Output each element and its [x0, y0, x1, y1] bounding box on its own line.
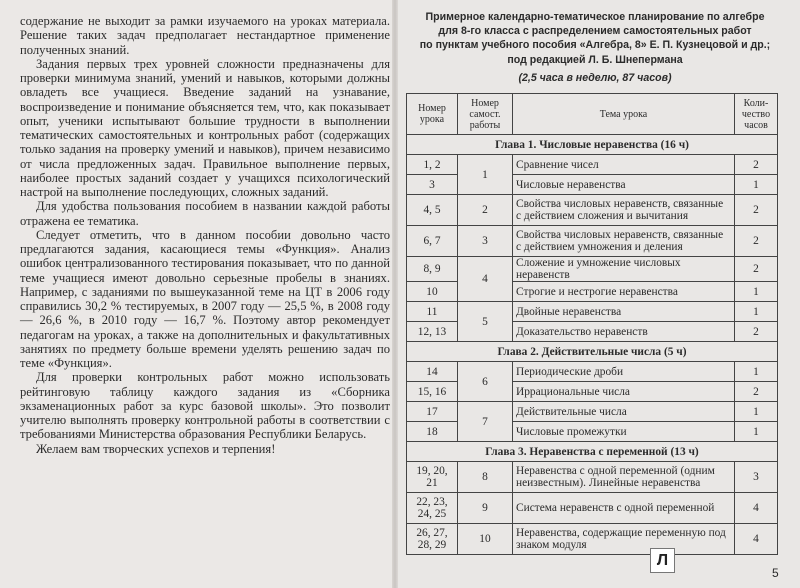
- hours: 1: [735, 282, 778, 302]
- lesson-number: 8, 9: [407, 257, 458, 282]
- hours: 1: [735, 402, 778, 422]
- lesson-number: 12, 13: [407, 322, 458, 342]
- hours: 2: [735, 257, 778, 282]
- work-number: 5: [458, 302, 513, 342]
- lesson-number: 15, 16: [407, 382, 458, 402]
- plan-subtitle: (2,5 часа в неделю, 87 часов): [518, 72, 672, 84]
- lesson-topic: Строгие и нестрогие неравенства: [513, 282, 735, 302]
- hours: 2: [735, 155, 778, 175]
- lesson-topic: Сложение и умножение числовых неравенств: [513, 257, 735, 282]
- page-number: 5: [772, 566, 779, 580]
- lesson-topic: Свойства числовых неравенств, связанные с действием умножения и деления: [513, 226, 735, 257]
- table-row: [407, 524, 778, 555]
- chapter-row: [407, 135, 778, 155]
- work-number: 2: [458, 195, 513, 226]
- work-number: 8: [458, 462, 513, 493]
- title-line: Примерное календарно-тематическое планирование по алгебре: [425, 11, 765, 23]
- col-work-number: Номер самост. работы: [458, 94, 513, 135]
- table-row: [407, 402, 778, 422]
- lesson-number: 11: [407, 302, 458, 322]
- lesson-topic: Числовые неравенства: [513, 175, 735, 195]
- table-row: [407, 462, 778, 493]
- hours: 1: [735, 175, 778, 195]
- paragraph: Желаем вам творческих успехов и терпения!: [36, 441, 276, 456]
- lesson-number: 3: [407, 175, 458, 195]
- lesson-number: 17: [407, 402, 458, 422]
- lesson-topic: Неравенства с одной переменной (одним неизвестным). Линейные неравенства: [513, 462, 735, 493]
- hours: 1: [735, 302, 778, 322]
- lesson-number: 1, 2: [407, 155, 458, 175]
- hours: 4: [735, 493, 778, 524]
- lesson-topic: Сравнение чисел: [513, 155, 735, 175]
- left-page-text: [20, 14, 390, 456]
- paragraph: Следует отметить, что в данном пособии довольно часто предлагаются задания, касающиеся темы «Функция». Анализ ошибок централизованного тестирования показывает, что по данной теме учащиеся имеют довольно серьезные пробелы в знаниях. Например, с заданиями по вышеуказанной теме на ЦТ в 2006 году справились 30,2 % тестируемых, в 2007 году — 25,5 %, в 2008 году — 26,6 %, в 2010 году — 16,7 %. Поэтому автор рекомендует педагогам на уроках, а также на дополнительных и факультативных занятиях по предмету больше времени уделять решению задач по теме «Функция».: [20, 227, 390, 370]
- paragraph: Для проверки контрольных работ можно использовать рейтинговую таблицу каждого задания из «Сборника экзаменационных работ за курс базовой школы». Это позволит учителю выполнять проверку контрольной работы в соответствии с требованиями Министерства образования Республики Беларусь.: [20, 370, 390, 442]
- col-hours: Коли- чество часов: [735, 94, 778, 135]
- lesson-topic: Доказательство неравенств: [513, 322, 735, 342]
- lesson-number: 14: [407, 362, 458, 382]
- table-row: [407, 493, 778, 524]
- lesson-number: 6, 7: [407, 226, 458, 257]
- table-row: [407, 155, 778, 175]
- hours: 2: [735, 226, 778, 257]
- lesson-number: 18: [407, 422, 458, 442]
- table-header-row: [407, 94, 778, 135]
- chapter-row: [407, 442, 778, 462]
- hours: 2: [735, 322, 778, 342]
- plan-table: [406, 93, 778, 555]
- paragraph: содержание не выходит за рамки изучаемого на уроках материала. Решение таких задач предполагает нестандартное применение полученных знаний.: [20, 14, 390, 57]
- lesson-topic: Иррациональные числа: [513, 382, 735, 402]
- lesson-number: 26, 27, 28, 29: [407, 524, 458, 555]
- work-number: 7: [458, 402, 513, 442]
- hours: 2: [735, 195, 778, 226]
- publisher-logo: Л: [650, 548, 675, 573]
- hours: 1: [735, 422, 778, 442]
- work-number: 3: [458, 226, 513, 257]
- lesson-topic: Двойные неравенства: [513, 302, 735, 322]
- col-topic: Тема урока: [513, 94, 735, 135]
- col-lesson-number: Номер урока: [407, 94, 458, 135]
- hours: 1: [735, 362, 778, 382]
- work-number: 9: [458, 493, 513, 524]
- chapter-row: [407, 342, 778, 362]
- work-number: 4: [458, 257, 513, 302]
- lesson-topic: Периодические дроби: [513, 362, 735, 382]
- chapter-title: Глава 1. Числовые неравенства (16 ч): [407, 135, 778, 155]
- table-row: [407, 226, 778, 257]
- book-gutter: [392, 0, 398, 588]
- chapter-title: Глава 3. Неравенства с переменной (13 ч): [407, 442, 778, 462]
- lesson-number: 19, 20, 21: [407, 462, 458, 493]
- hours: 4: [735, 524, 778, 555]
- table-row: [407, 302, 778, 322]
- plan-title: [400, 10, 790, 67]
- lesson-number: 10: [407, 282, 458, 302]
- title-line: по пунктам учебного пособия «Алгебра, 8» Е. П. Кузнецовой и др.;: [419, 39, 771, 52]
- lesson-topic: Система неравенств с одной переменной: [513, 493, 735, 524]
- title-line: для 8-го класса с распределением самостоятельных работ: [438, 25, 752, 38]
- lesson-number: 4, 5: [407, 195, 458, 226]
- hours: 2: [735, 382, 778, 402]
- table-row: [407, 362, 778, 382]
- table-row: [407, 257, 778, 282]
- work-number: 6: [458, 362, 513, 402]
- lesson-topic: Неравенства, содержащие переменную под знаком модуля: [513, 524, 735, 555]
- chapter-title: Глава 2. Действительные числа (5 ч): [407, 342, 778, 362]
- lesson-topic: Свойства числовых неравенств, связанные с действием сложения и вычитания: [513, 195, 735, 226]
- lesson-number: 22, 23, 24, 25: [407, 493, 458, 524]
- work-number: 10: [458, 524, 513, 555]
- work-number: 1: [458, 155, 513, 195]
- paragraph: Для удобства пользования пособием в названии каждой работы отражена ее тематика.: [20, 199, 390, 228]
- title-line: под редакцией Л. Б. Шнепермана: [507, 53, 683, 66]
- lesson-topic: Действительные числа: [513, 402, 735, 422]
- lesson-topic: Числовые промежутки: [513, 422, 735, 442]
- table-row: [407, 195, 778, 226]
- hours: 3: [735, 462, 778, 493]
- paragraph: Задания первых трех уровней сложности предназначены для проверки минимума знаний, умений и навыков, которыми должны овладеть все учащиеся. Введение заданий на узнавание, воспроизведение и понимание объясняется тем, что, как показывает опыт, ученики испытывают большие трудности в выполнении тематических самостоятельных и контрольных работ (содержащих только задания на проверку умений и навыков), причем независимо от числа предложенных задач. Правильное выполнение первых, наиболее простых заданий создает у учащихся психологический настрой на выполнение последующих, сложных заданий.: [20, 56, 390, 199]
